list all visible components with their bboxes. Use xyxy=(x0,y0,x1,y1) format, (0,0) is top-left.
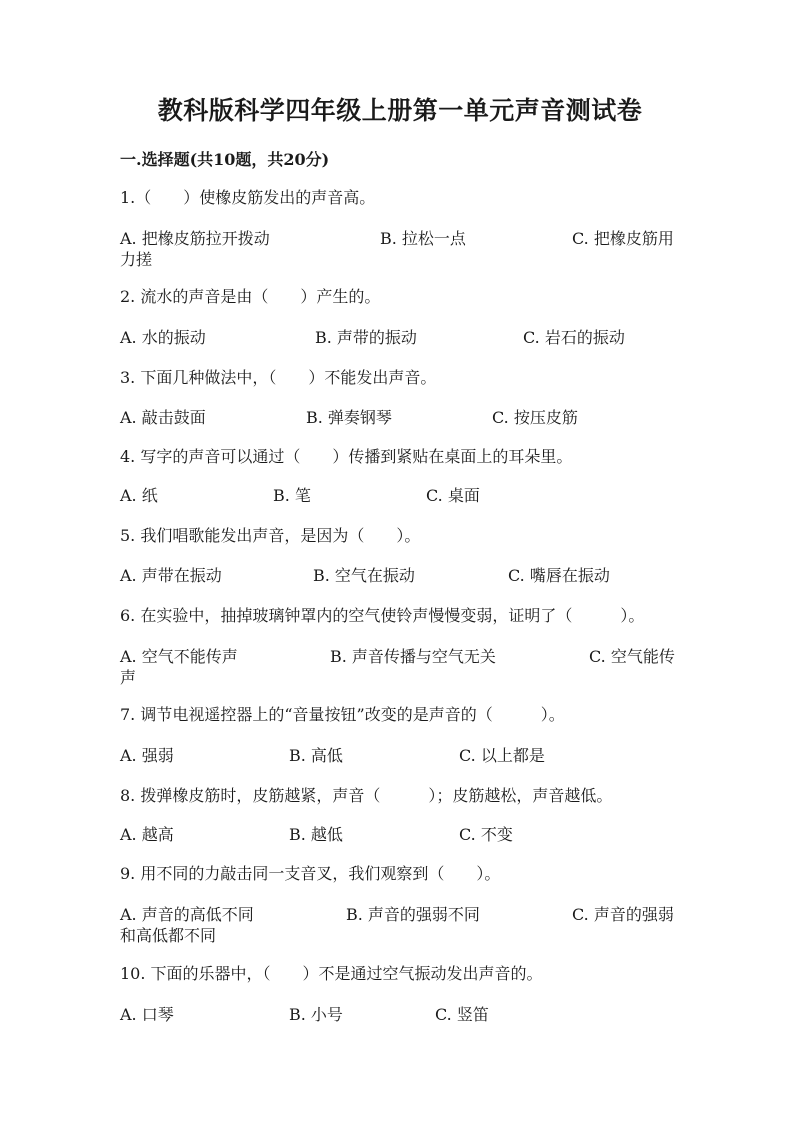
question-4-option-a: A. 纸 xyxy=(120,486,158,505)
question-9-option-c-wrap: 和高低都不同 xyxy=(120,926,217,945)
question-3-option-c: C. 按压皮筋 xyxy=(492,408,578,427)
question-9-option-c: C. 声音的强弱 xyxy=(572,905,674,924)
section-heading: 一.选择题(共10题，共20分) xyxy=(120,150,330,169)
question-9-option-a: A. 声音的高低不同 xyxy=(120,905,254,924)
question-7-option-b: B. 高低 xyxy=(289,746,343,765)
question-10-option-b: B. 小号 xyxy=(289,1005,343,1024)
question-8-option-a: A. 越高 xyxy=(120,825,174,844)
question-8-stem: 8. 拨弹橡皮筋时，皮筋越紧，声音（ ）；皮筋越松，声音越低。 xyxy=(120,786,613,805)
question-7-stem: 7. 调节电视遥控器上的“音量按钮”改变的是声音的（ ）。 xyxy=(120,705,565,724)
question-1-option-b: B. 拉松一点 xyxy=(380,229,466,248)
question-6-option-a: A. 空气不能传声 xyxy=(120,647,238,666)
question-10-option-c: C. 竖笛 xyxy=(435,1005,489,1024)
question-9-option-b: B. 声音的强弱不同 xyxy=(346,905,480,924)
question-5-option-b: B. 空气在振动 xyxy=(313,566,415,585)
question-4-stem: 4. 写字的声音可以通过（ ）传播到紧贴在桌面上的耳朵里。 xyxy=(120,447,573,466)
question-1-option-c-wrap: 力搓 xyxy=(120,250,153,269)
question-4-option-b: B. 笔 xyxy=(273,486,311,505)
question-8-option-b: B. 越低 xyxy=(289,825,343,844)
question-2-option-b: B. 声带的振动 xyxy=(315,328,417,347)
question-7-option-a: A. 强弱 xyxy=(120,746,174,765)
question-2-option-c: C. 岩石的振动 xyxy=(523,328,625,347)
question-10-option-a: A. 口琴 xyxy=(120,1005,174,1024)
question-7-option-c: C. 以上都是 xyxy=(459,746,545,765)
question-6-option-b: B. 声音传播与空气无关 xyxy=(330,647,496,666)
question-10-stem: 10. 下面的乐器中，（ ）不是通过空气振动发出声音的。 xyxy=(120,964,543,983)
question-1-option-c: C. 把橡皮筋用 xyxy=(572,229,674,248)
question-5-option-a: A. 声带在振动 xyxy=(120,566,222,585)
question-6-stem: 6. 在实验中，抽掉玻璃钟罩内的空气使铃声慢慢变弱，证明了（ ）。 xyxy=(120,606,645,625)
question-1-option-a: A. 把橡皮筋拉开拨动 xyxy=(120,229,270,248)
page-title: 教科版科学四年级上册第一单元声音测试卷 xyxy=(157,96,643,125)
question-3-option-b: B. 弹奏钢琴 xyxy=(306,408,392,427)
question-6-option-c: C. 空气能传 xyxy=(589,647,675,666)
question-9-stem: 9. 用不同的力敲击同一支音叉，我们观察到（ ）。 xyxy=(120,864,501,883)
question-6-option-c-wrap: 声 xyxy=(120,668,137,687)
question-5-option-c: C. 嘴唇在振动 xyxy=(508,566,610,585)
question-1-stem: 1.（ ）使橡皮筋发出的声音高。 xyxy=(120,188,376,207)
question-3-stem: 3. 下面几种做法中，（ ）不能发出声音。 xyxy=(120,368,437,387)
question-2-option-a: A. 水的振动 xyxy=(120,328,206,347)
question-2-stem: 2. 流水的声音是由（ ）产生的。 xyxy=(120,287,381,306)
question-8-option-c: C. 不变 xyxy=(459,825,513,844)
question-5-stem: 5. 我们唱歌能发出声音，是因为（ ）。 xyxy=(120,526,421,545)
question-3-option-a: A. 敲击鼓面 xyxy=(120,408,206,427)
question-4-option-c: C. 桌面 xyxy=(426,486,480,505)
